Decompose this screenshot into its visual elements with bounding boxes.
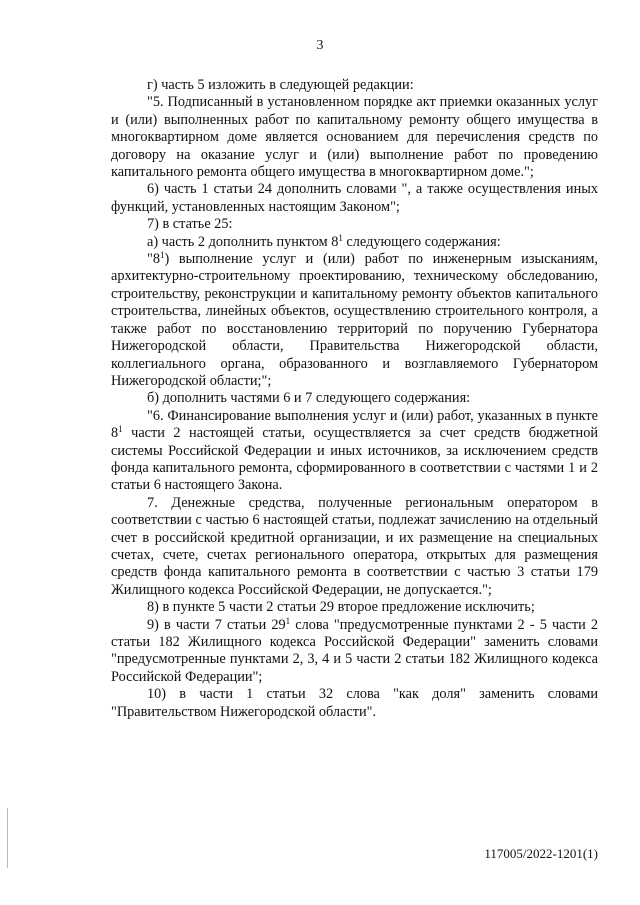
page-number: 3: [316, 38, 324, 53]
paragraph-12: 10) в части 1 статьи 32 слова "как доля" заменить словами "Правительством Нижегородской области".: [111, 686, 598, 720]
paragraph-1: г) часть 5 изложить в следующей редакции:: [147, 77, 414, 93]
scan-edge-mark: [7, 808, 8, 868]
paragraph-2: "5. Подписанный в установленном порядке акт приемки оказанных услуг и (или) выполненных работ по капитальному ремонту общего имущества в многоквартирном доме является основанием для перечисления средств по договору на оказание услуг и (или) выполнение работ по проведению капитального ремонта общего имущества в многоквартирном доме.";: [111, 94, 598, 181]
paragraph-9: 7. Денежные средства, полученные региональным оператором в соответствии с частью 6 настоящей статьи, подлежат зачислению на отдельный счет в российской кредитной организации, и их размещение на специальных счетах, счете, счетах регионального оператора, открытых для размещения средств фонда капитального ремонта в соответствии с частью 3 статьи 179 Жилищного кодекса Российской Федерации, не допускается.";: [111, 494, 598, 598]
paragraph-3: 6) часть 1 статьи 24 дополнить словами ", а также осуществления иных функций, установленных настоящим Законом";: [111, 181, 598, 215]
paragraph-7: б) дополнить частями 6 и 7 следующего содержания:: [147, 390, 471, 407]
paragraph-4: 7) в статье 25:: [147, 216, 233, 233]
paragraph-8: "6. Финансирование выполнения услуг и (или) работ, указанных в пункте $8^1$ части 2 настоящей статьи, осуществляется за счет средств бюджетной системы Российской Федерации и иных источников, за исключением средств фонда капитального ремонта, сформированного в соответствии с частями 1 и 2 статьи 6 настоящего Закона.: [111, 407, 598, 494]
paragraph-10: 8) в пункте 5 части 2 статьи 29 второе предложение исключить;: [147, 599, 535, 616]
paragraph-5: а) часть 2 дополнить пунктом $8^1$ следующего содержания:: [147, 232, 501, 250]
document-body: [111, 77, 598, 721]
document-code: 117005/2022-1201(1): [484, 846, 598, 861]
paragraph-6: "$8^1$) выполнение услуг и (или) работ по инженерным изысканиям, архитектурно-строительному проектированию, техническому обследованию, строительству, реконструкции и капитальному ремонту объектов капитального строительства, линейных объектов, осуществлению строительного контроля, а также работ по восстановлению территорий по поручению Губернатора Нижегородской области, Правительства Нижегородской области, коллегиального органа, образованного и возглавляемого Губернатором Нижегородской области;";: [111, 250, 598, 389]
paragraph-11: 9) в части 7 статьи $29^1$ слова "предусмотренные пунктами 2 - 5 части 2 статьи 182 Жилищного кодекса Российской Федерации" заменить словами "предусмотренные пунктами 2, 3, 4 и 5 части 2 статьи 182 Жилищного кодекса Российской Федерации";: [111, 615, 599, 685]
